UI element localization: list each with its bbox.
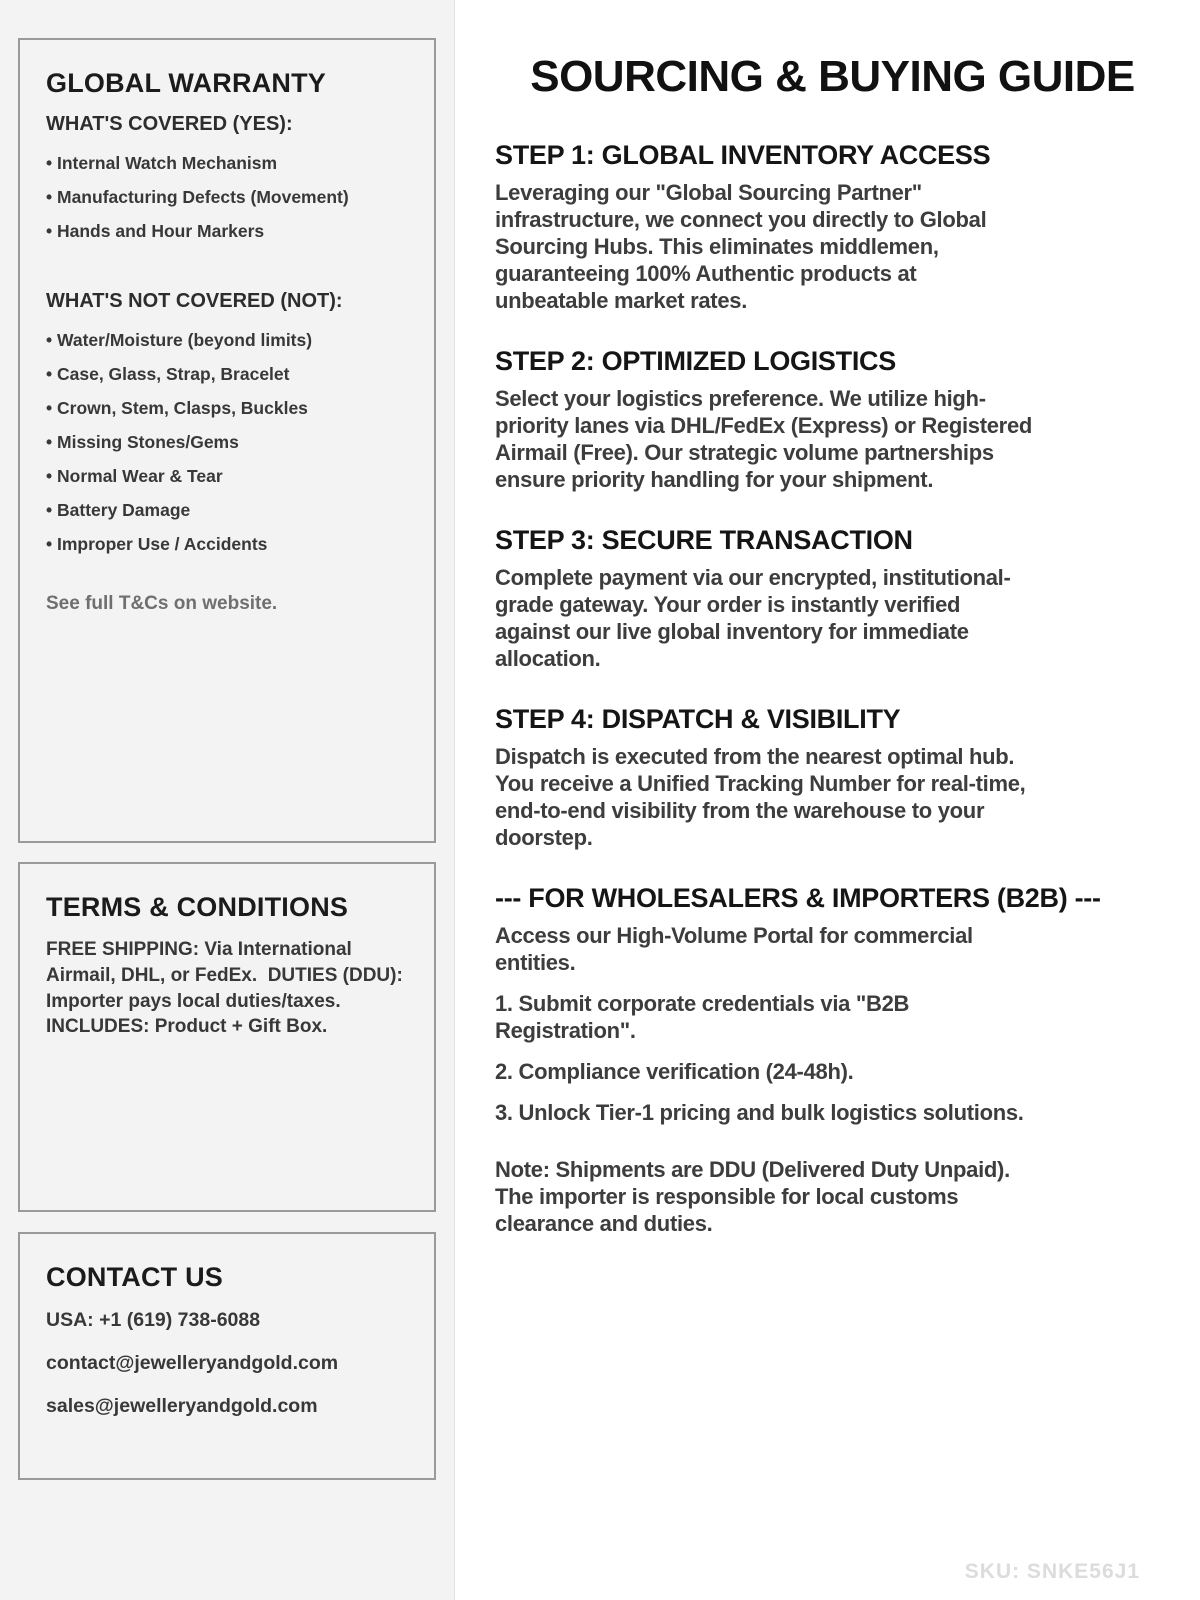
- sidebar: [0, 0, 455, 1600]
- contact-email: contact@jewelleryandgold.com: [46, 1352, 339, 1374]
- b2b-step-1: 1. Submit corporate credentials via "B2B Registration".: [495, 991, 910, 1043]
- warranty-footnote: See full T&Cs on website.: [46, 593, 278, 614]
- list-item: • Water/Moisture (beyond limits): [46, 323, 408, 357]
- section-step-3: [495, 525, 1105, 672]
- page-title: SOURCING & BUYING GUIDE: [530, 52, 1135, 101]
- section-step-1: [495, 140, 1105, 314]
- section-heading: STEP 2: OPTIMIZED LOGISTICS: [495, 346, 896, 376]
- guide-sections: [495, 140, 1105, 1237]
- sku-label: SKU: SNKE56J1: [964, 1560, 1140, 1583]
- section-heading: STEP 3: SECURE TRANSACTION: [495, 525, 913, 555]
- section-step-2: [495, 346, 1105, 493]
- section-heading: --- FOR WHOLESALERS & IMPORTERS (B2B) ---: [495, 883, 1101, 913]
- list-item: • Case, Glass, Strap, Bracelet: [46, 357, 408, 391]
- list-item: • Hands and Hour Markers: [46, 214, 408, 248]
- section-paragraph: Complete payment via our encrypted, institutional-grade gateway. Your order is instantly verified against our live global inventory for immediate allocation.: [495, 565, 1011, 671]
- covered-subheading: WHAT'S COVERED (YES):: [46, 113, 293, 135]
- section-paragraph: Dispatch is executed from the nearest optimal hub. You receive a Unified Tracking Number for real-time, end-to-end visibility from the warehouse to your doorstep.: [495, 744, 1026, 850]
- sales-email: sales@jewelleryandgold.com: [46, 1395, 318, 1417]
- contact-us-box: [18, 1232, 436, 1480]
- contact-title: CONTACT US: [46, 1262, 223, 1292]
- not-covered-subheading: WHAT'S NOT COVERED (NOT):: [46, 290, 343, 312]
- section-heading: STEP 4: DISPATCH & VISIBILITY: [495, 704, 901, 734]
- not-covered-list: [46, 323, 408, 561]
- covered-list: [46, 146, 408, 248]
- terms-body: FREE SHIPPING: Via International Airmail, DHL, or FedEx. DUTIES (DDU): Importer pays local duties/taxes. INCLUDES: Product + Gift Box.: [46, 939, 409, 1038]
- list-item: • Normal Wear & Tear: [46, 459, 408, 493]
- list-item: • Internal Watch Mechanism: [46, 146, 408, 180]
- terms-conditions-box: [18, 862, 436, 1212]
- list-item: • Missing Stones/Gems: [46, 425, 408, 459]
- list-item: • Manufacturing Defects (Movement): [46, 180, 408, 214]
- section-paragraph: Leveraging our "Global Sourcing Partner" infrastructure, we connect you directly to Global Sourcing Hubs. This eliminates middlemen, guaranteeing 100% Authentic products at unbeatable market rates.: [495, 180, 987, 313]
- section-b2b: [495, 883, 1105, 1237]
- b2b-step-3: 3. Unlock Tier-1 pricing and bulk logistics solutions.: [495, 1100, 1024, 1125]
- b2b-step-2: 2. Compliance verification (24-48h).: [495, 1059, 854, 1084]
- contact-phone: USA: +1 (619) 738-6088: [46, 1309, 261, 1331]
- ddu-note: Note: Shipments are DDU (Delivered Duty Unpaid). The importer is responsible for local customs clearance and duties.: [495, 1157, 1010, 1236]
- section-step-4: [495, 704, 1105, 851]
- section-heading: STEP 1: GLOBAL INVENTORY ACCESS: [495, 140, 991, 170]
- section-paragraph: Select your logistics preference. We utilize high-priority lanes via DHL/FedEx (Express) or Registered Airmail (Free). Our strategic volume partnerships ensure priority handling for your shipment.: [495, 386, 1033, 492]
- terms-title: TERMS & CONDITIONS: [46, 892, 349, 922]
- main-content: [455, 0, 1200, 1600]
- section-paragraph: Access our High-Volume Portal for commercial entities.: [495, 923, 973, 975]
- list-item: • Battery Damage: [46, 493, 408, 527]
- list-item: • Improper Use / Accidents: [46, 527, 408, 561]
- warranty-title: GLOBAL WARRANTY: [46, 68, 326, 98]
- list-item: • Crown, Stem, Clasps, Buckles: [46, 391, 408, 425]
- global-warranty-box: [18, 38, 436, 843]
